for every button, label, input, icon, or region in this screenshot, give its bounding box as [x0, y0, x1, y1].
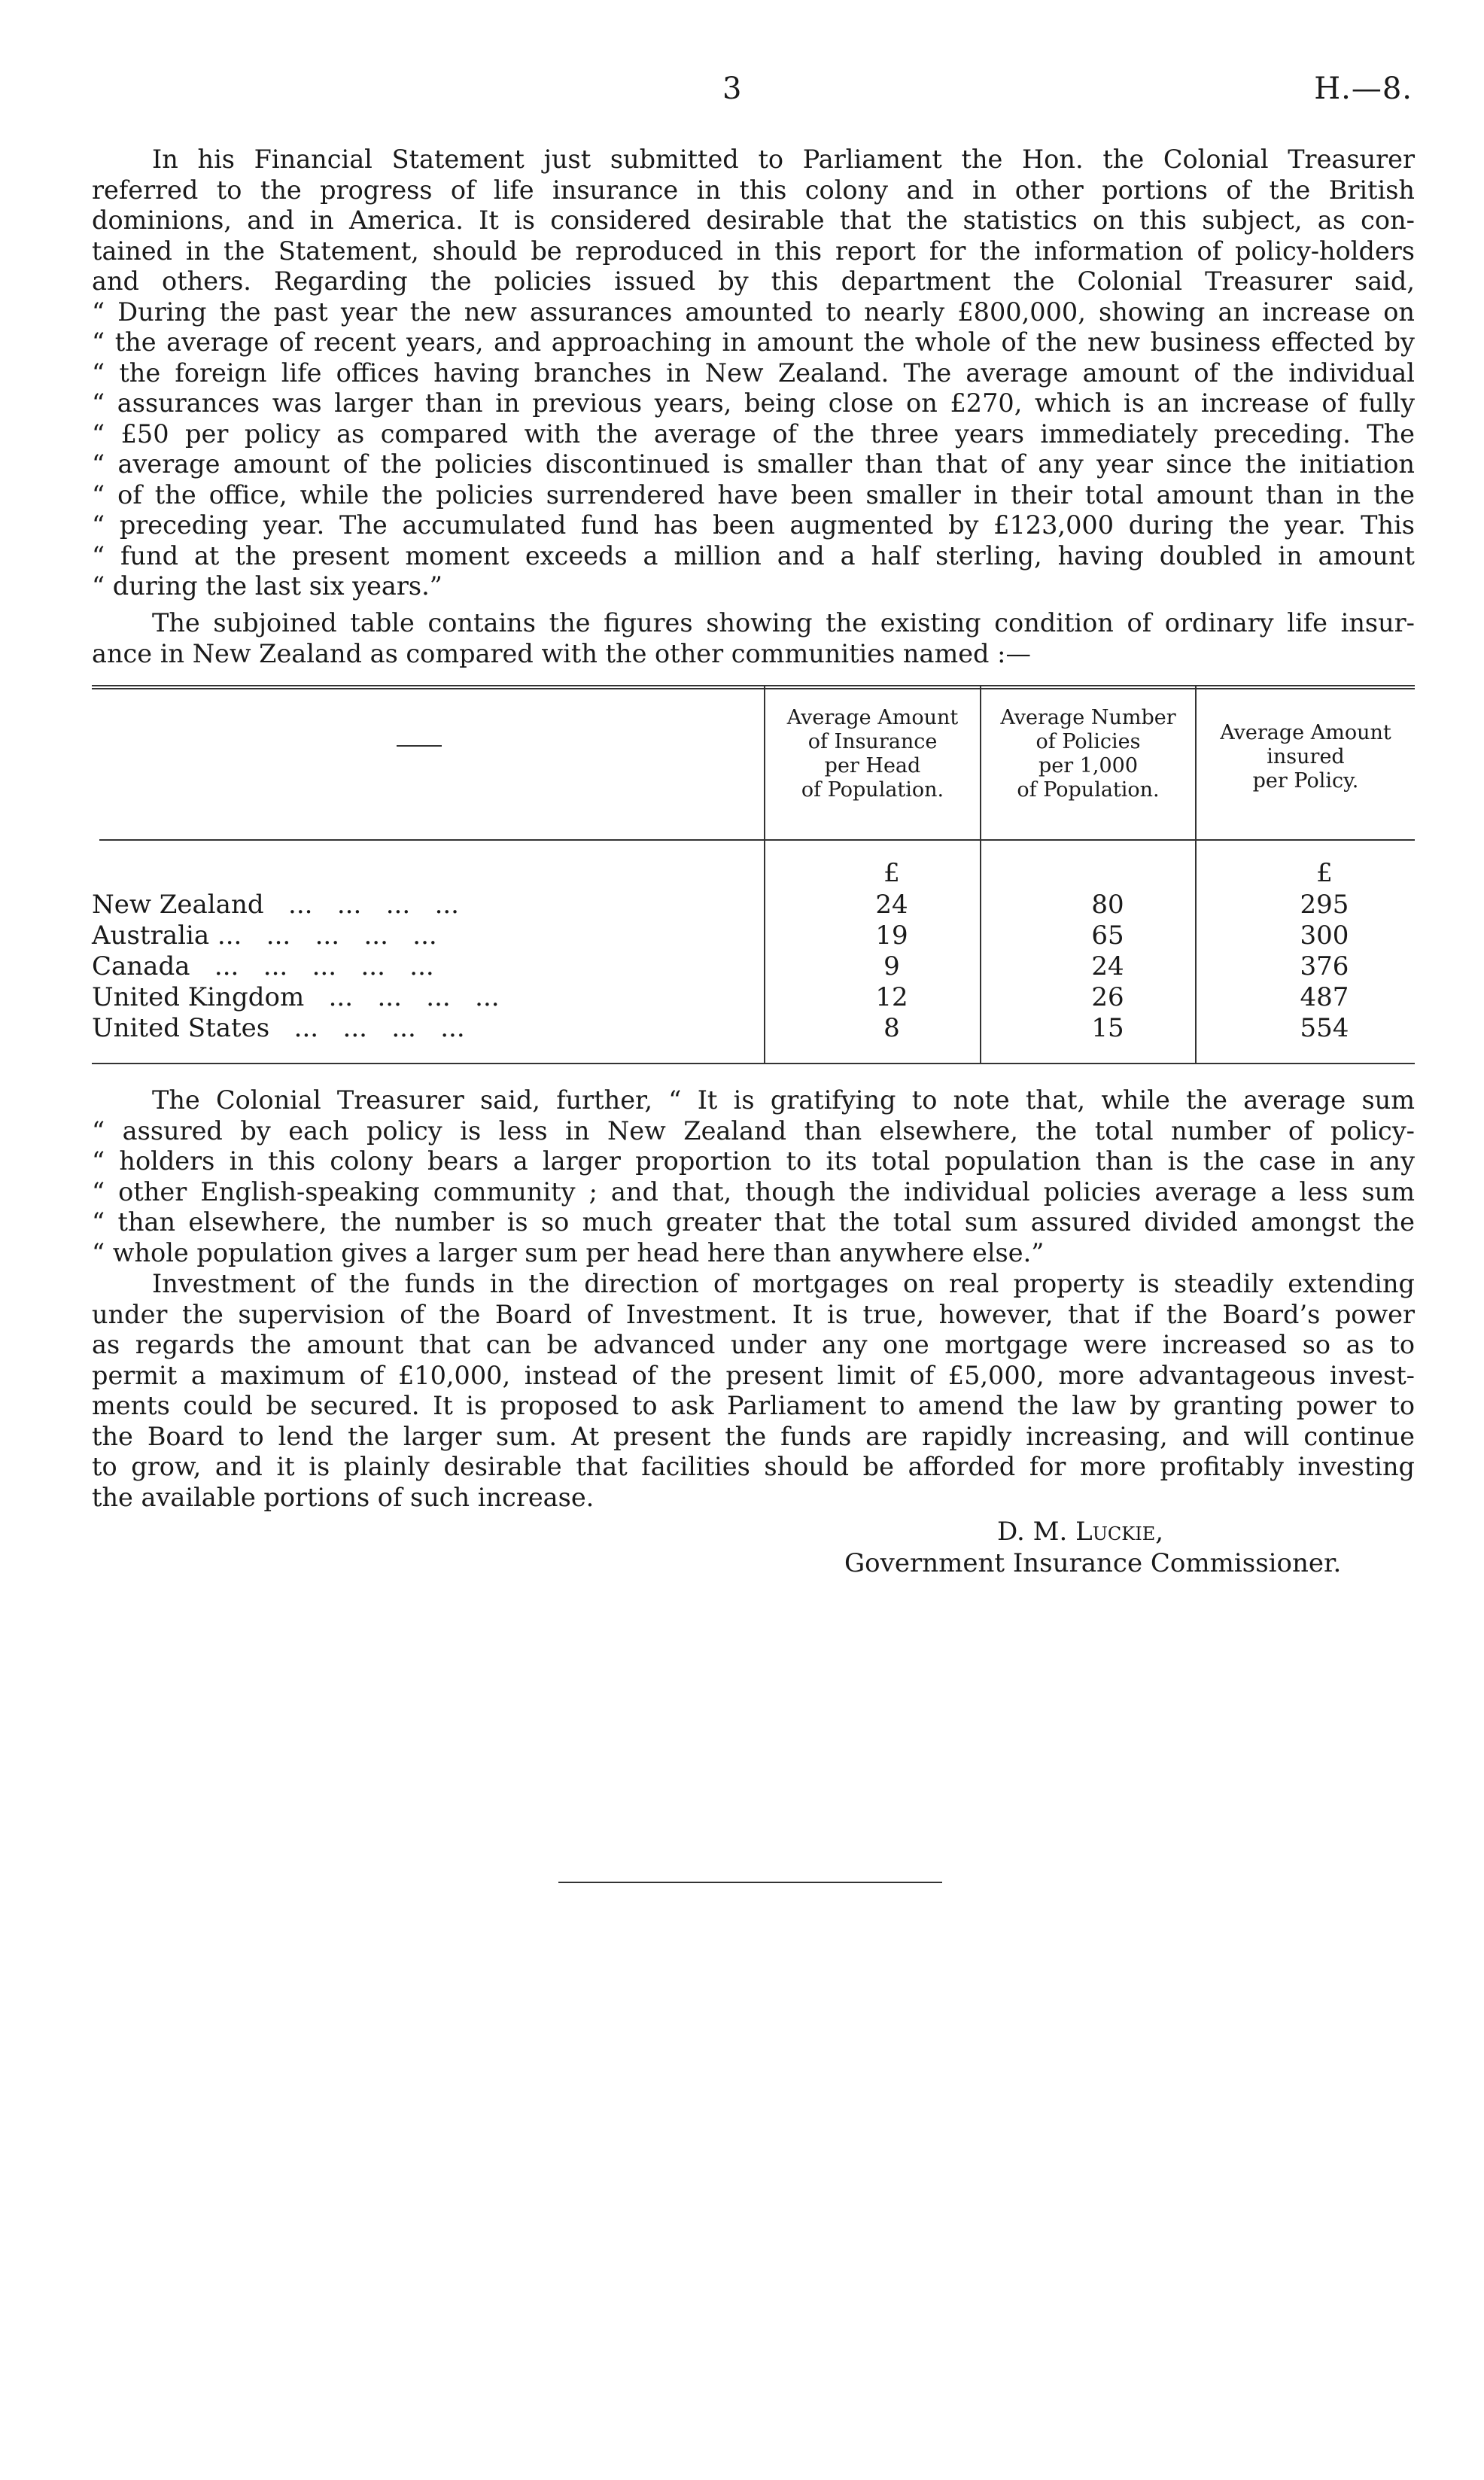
- text-line: In his Financial Statement just submitted to Parliament the Hon. the Colonial Treasurer: [152, 145, 1415, 174]
- cell-amount-per-policy: 487: [1300, 982, 1349, 1012]
- table-header-rule: [99, 839, 1415, 841]
- column-header-amount-per-policy: Average Amount insured per Policy.: [1220, 721, 1391, 793]
- paragraph-text: [92, 1269, 1415, 1513]
- table-intro-paragraph: [92, 608, 1415, 669]
- row-country: United States ... ... ... ...: [92, 1013, 465, 1043]
- table-row: [92, 982, 1415, 1012]
- cell-amount-per-policy: 295: [1300, 890, 1349, 920]
- paragraph-text: [92, 1085, 1415, 1268]
- text-line: to grow, and it is plainly desirable that facilities should be afforded for more profitably investing: [92, 1452, 1415, 1481]
- investment-paragraph: [92, 1269, 1415, 1513]
- text-line: the Board to lend the larger sum. At present the funds are rapidly increasing, and will continue: [92, 1421, 1415, 1451]
- text-line: “ the foreign life offices having branches in New Zealand. The average amount of the individual: [92, 358, 1415, 388]
- text-line: The subjoined table contains the figures showing the existing condition of ordinary life insur-: [152, 608, 1415, 637]
- insurance-statistics-table: [92, 685, 1415, 1065]
- text-line: “ holders in this colony bears a larger proportion to its total population than is the case in any: [92, 1146, 1415, 1176]
- page-header: [0, 72, 1484, 117]
- text-line: tained in the Statement, should be reproduced in this report for the information of policy-holders: [92, 236, 1415, 266]
- paragraph-text: [92, 608, 1415, 669]
- text-line: “ During the past year the new assurances amounted to nearly £800,000, showing an increase on: [92, 297, 1415, 327]
- series-code: H.—8.: [1314, 72, 1413, 106]
- paragraph-text: [92, 145, 1415, 602]
- intro-paragraph: [92, 145, 1415, 602]
- column-header-policies-per-1000: Average Number of Policies per 1,000 of Population.: [1000, 706, 1176, 802]
- cell-policies-per-1000: 80: [1091, 890, 1124, 920]
- text-line: ance in New Zealand as compared with the other communities named :—: [92, 638, 1031, 668]
- text-line: under the supervision of the Board of Investment. It is true, however, that if the Board’s power: [92, 1299, 1415, 1329]
- text-line: “ the average of recent years, and approaching in amount the whole of the new business effected by: [92, 327, 1415, 357]
- cell-policies-per-1000: 65: [1091, 920, 1124, 951]
- text-line: “ than elsewhere, the number is so much greater that the total sum assured divided amongst the: [92, 1207, 1415, 1237]
- stub-header-dash: [397, 745, 442, 747]
- table-row: [92, 1013, 1415, 1043]
- column-header-insurance-per-head: Average Amount of Insurance per Head of Population.: [786, 706, 959, 802]
- text-line: “ whole population gives a larger sum per head here than anywhere else.”: [92, 1237, 1045, 1267]
- text-line: “ preceding year. The accumulated fund has been augmented by £123,000 during the year. This: [92, 510, 1415, 540]
- text-line: “ assurances was larger than in previous years, being close on £270, which is an increase of fully: [92, 388, 1415, 418]
- text-line: referred to the progress of life insurance in this colony and in other portions of the British: [92, 175, 1415, 205]
- row-country: Australia ... ... ... ... ...: [92, 920, 437, 951]
- text-line: dominions, and in America. It is considered desirable that the statistics on this subject, as con-: [92, 205, 1415, 235]
- row-country: Canada ... ... ... ... ...: [92, 951, 434, 981]
- text-line: permit a maximum of £10,000, instead of the present limit of £5,000, more advantageous invest-: [92, 1360, 1415, 1390]
- text-line: ments could be secured. It is proposed to ask Parliament to amend the law by granting power to: [92, 1391, 1415, 1420]
- row-country: New Zealand ... ... ... ...: [92, 890, 459, 920]
- cell-policies-per-1000: 26: [1091, 982, 1124, 1012]
- table-row: [92, 951, 1415, 981]
- text-line: “ £50 per policy as compared with the average of the three years immediately preceding. The: [92, 418, 1415, 449]
- text-line: “ average amount of the policies discontinued is smaller than that of any year since the initiation: [92, 449, 1415, 479]
- table-row: [92, 920, 1415, 951]
- cell-insurance-per-head: 12: [875, 982, 908, 1012]
- cell-policies-per-1000: 24: [1091, 951, 1124, 981]
- cell-policies-per-1000: 15: [1091, 1013, 1124, 1043]
- text-line: “ fund at the present moment exceeds a million and a half sterling, having doubled in amount: [92, 540, 1415, 571]
- text-line: and others. Regarding the policies issued by this department the Colonial Treasurer said,: [92, 266, 1415, 296]
- table-top-rule: [92, 685, 1415, 686]
- cell-insurance-per-head: 19: [875, 920, 908, 951]
- table-top-rule-inner: [92, 688, 1415, 689]
- text-line: “ of the office, while the policies surrendered have been smaller in their total amount than in the: [92, 479, 1415, 510]
- text-line: The Colonial Treasurer said, further, “ It is gratifying to note that, while the average sum: [152, 1085, 1415, 1115]
- cell-insurance-per-head: 8: [883, 1013, 900, 1043]
- cell-amount-per-policy: 300: [1300, 920, 1349, 951]
- signature-title: Government Insurance Commissioner.: [844, 1548, 1342, 1578]
- end-rule: [558, 1882, 942, 1883]
- signature-name: D. M. Luckie,: [997, 1517, 1164, 1547]
- cell-amount-per-policy: 376: [1300, 951, 1349, 981]
- text-line: as regards the amount that can be advanced under any one mortgage were increased so as to: [92, 1330, 1415, 1359]
- treasurer-quote-paragraph: [92, 1085, 1415, 1268]
- text-line: “ during the last six years.”: [92, 571, 442, 601]
- cell-insurance-per-head: 9: [883, 951, 900, 981]
- text-line: “ other English-speaking community ; and that, though the individual policies average a less sum: [92, 1176, 1415, 1207]
- cell-amount-per-policy: 554: [1300, 1013, 1349, 1043]
- page-number: 3: [722, 72, 742, 106]
- table-row: [92, 890, 1415, 920]
- cell-insurance-per-head: 24: [875, 890, 908, 920]
- unit-pound: £: [883, 858, 900, 888]
- text-line: Investment of the funds in the direction of mortgages on real property is steadily extending: [152, 1269, 1415, 1298]
- text-line: the available portions of such increase.: [92, 1482, 595, 1512]
- units-row: [92, 858, 1415, 888]
- row-country: United Kingdom ... ... ... ...: [92, 982, 500, 1012]
- text-line: “ assured by each policy is less in New Zealand than elsewhere, the total number of policy-: [92, 1115, 1415, 1146]
- table-bottom-rule: [92, 1063, 1415, 1064]
- unit-pound: £: [1316, 858, 1333, 888]
